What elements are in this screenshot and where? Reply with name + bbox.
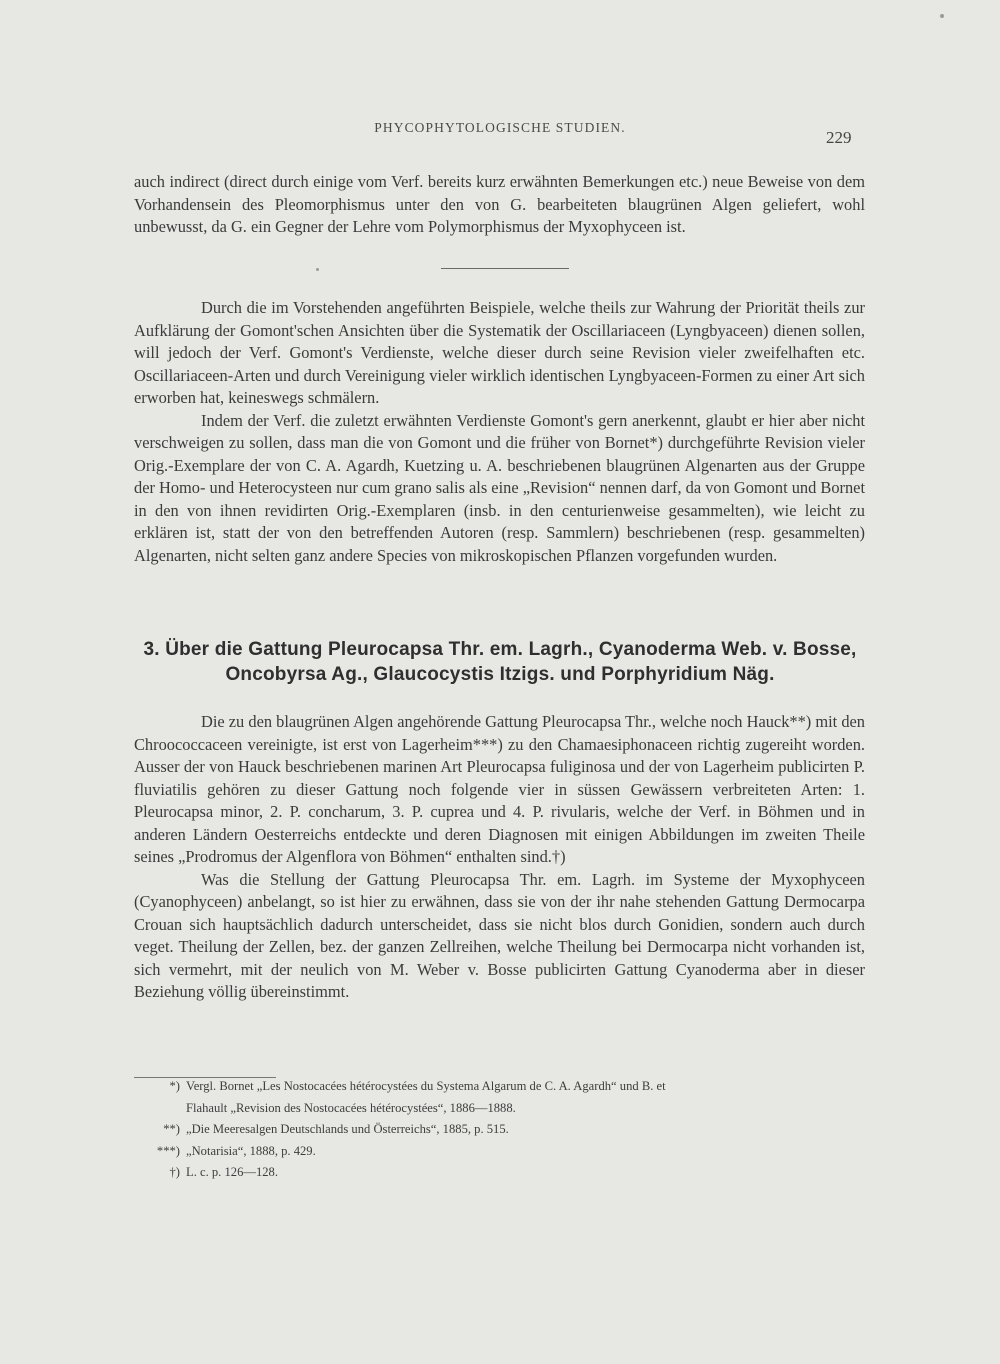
footnote-4 <box>134 1162 874 1184</box>
footnote-text: L. c. p. 126—128. <box>186 1165 278 1179</box>
section-separator-rule <box>441 268 569 269</box>
footnote-text: „Notarisia“, 1888, p. 429. <box>186 1143 316 1158</box>
paragraph-2: Durch die im Vorstehenden angeführten Beispiele, welche theils zur Wahrung der Priorität theils zur Aufklärung der Gomont'schen Ansichten über die Systematik der Oscillariaceen (Lyngbyaceen) dienen sollen, will jedoch der Verf. Gomont's Verdienste, welche dieser durch seine Revision vieler zweifelhaften etc. Oscillariaceen-Arten und durch Vereinigung vieler wirklich identischen Lyngbyaceen-Formen zu einer Art sich erworben hat, keineswegs schmälern. <box>134 298 865 407</box>
paragraph-4: Die zu den blaugrünen Algen angehörende Gattung Pleurocapsa Thr., welche noch Hauck**) mit den Chroococcaceen vereinigte, ist erst von Lagerheim***) zu den Chamaesiphonaceen richtig zugereiht worden. Ausser der von Hauck beschriebenen marinen Art Pleurocapsa fuliginosa und der von Lagerheim publicirten P. fluviatilis gehören zu dieser Gattung noch folgende vier in süssen Gewässern verbreiteten Arten: 1. Pleurocapsa minor, 2. P. concharum, 3. P. cuprea und 4. P. rivularis, welche der Verf. in Böhmen und in anderen Ländern Oesterreichs entdeckte und deren Diagnosen mit einigen Abbildungen im zweiten Theile seines „Prodromus der Algenflora von Böhmen“ enthalten sind.†) <box>134 712 865 866</box>
footnote-1 <box>134 1076 874 1098</box>
footnote-text: Vergl. Bornet „Les Nostocacées hétérocystées du Systema Algarum de C. A. Agardh“ und B. et <box>186 1079 666 1093</box>
section-heading-line-2: Oncobyrsa Ag., Glaucocystis Itzigs. und Porphyridium Näg. <box>225 664 775 685</box>
footnote-mark: †) <box>169 1165 180 1179</box>
footnote-text: „Die Meeresalgen Deutschlands und Österreichs“, 1885, p. 515. <box>186 1122 509 1136</box>
footnote-3 <box>134 1141 874 1163</box>
paragraph-5: Was die Stellung der Gattung Pleurocapsa Thr. em. Lagrh. im Systeme der Myxophyceen (Cyanophyceen) anbelangt, so ist hier zu erwähnen, dass sie von der ihr nahe stehenden Gattung Dermocarpa Crouan sich hauptsächlich dadurch unterscheidet, dass sie nicht blos durch Gonidien, sondern auch durch veget. Theilung der Zellen, bez. der ganzen Zellreihen, welche Theilung bei Dermocarpa nicht vorhanden ist, sich vermehrt, mit der neulich von M. Weber v. Bosse publicirten Gattung Cyanoderma aber in dieser Beziehung völlig übereinstimmt. <box>134 869 865 1001</box>
closing-paragraphs <box>134 297 865 567</box>
paragraph-continuation <box>134 171 865 239</box>
section-heading <box>130 637 870 687</box>
section-heading-line-1: 3. Über die Gattung Pleurocapsa Thr. em. Lagrh., Cyanoderma Web. v. Bosse, <box>143 639 857 660</box>
paragraph-1: auch indirect (direct durch einige vom Verf. bereits kurz erwähnten Bemerkungen etc.) neue Beweise von dem Vorhandensein des Pleomorphismus unter den von G. bearbeiteten blaugrünen Algen geliefert, wohl unbewusst, da G. ein Gegner der Lehre vom Polymorphismus der Myxophyceen ist. <box>134 172 865 236</box>
footnote-mark: *) <box>169 1079 180 1093</box>
paper-speck <box>316 268 319 271</box>
footnotes <box>134 1076 874 1184</box>
paragraph-3: Indem der Verf. die zuletzt erwähnten Verdienste Gomont's gern anerkennt, glaubt er hier aber nicht verschweigen zu sollen, dass man die von Gomont und die früher von Bornet*) durchgeführte Revision vieler Orig.-Exemplare der von C. A. Agardh, Kuetzing u. A. beschriebenen blaugrünen Algenarten aus der Gruppe der Homo- und Heterocysteen nur cum grano salis als eine „Revision“ nennen darf, da von Gomont und Bornet in den von ihnen revidirten Orig.-Exemplaren (insb. in den centurienweise gesammelten), wie leicht zu erklären ist, statt der von den betreffenden Autoren (resp. Sammlern) beschriebenen (resp. gesammelten) Algenarten, nicht selten ganz andere Species von mikroskopischen Pflanzen vorgefunden wurden. <box>134 410 866 565</box>
running-title: PHYCOPHYTOLOGISCHE STUDIEN. <box>374 120 626 135</box>
footnote-mark: **) <box>163 1122 180 1136</box>
section-body <box>134 711 865 1004</box>
footnote-mark: ***) <box>156 1143 180 1158</box>
footnote-1-continuation: Flahault „Revision des Nostocacées hétérocystées“, 1886—1888. <box>186 1100 516 1115</box>
paper-speck <box>940 14 944 18</box>
footnote-2 <box>134 1119 874 1141</box>
page-number: 229 <box>826 128 852 147</box>
